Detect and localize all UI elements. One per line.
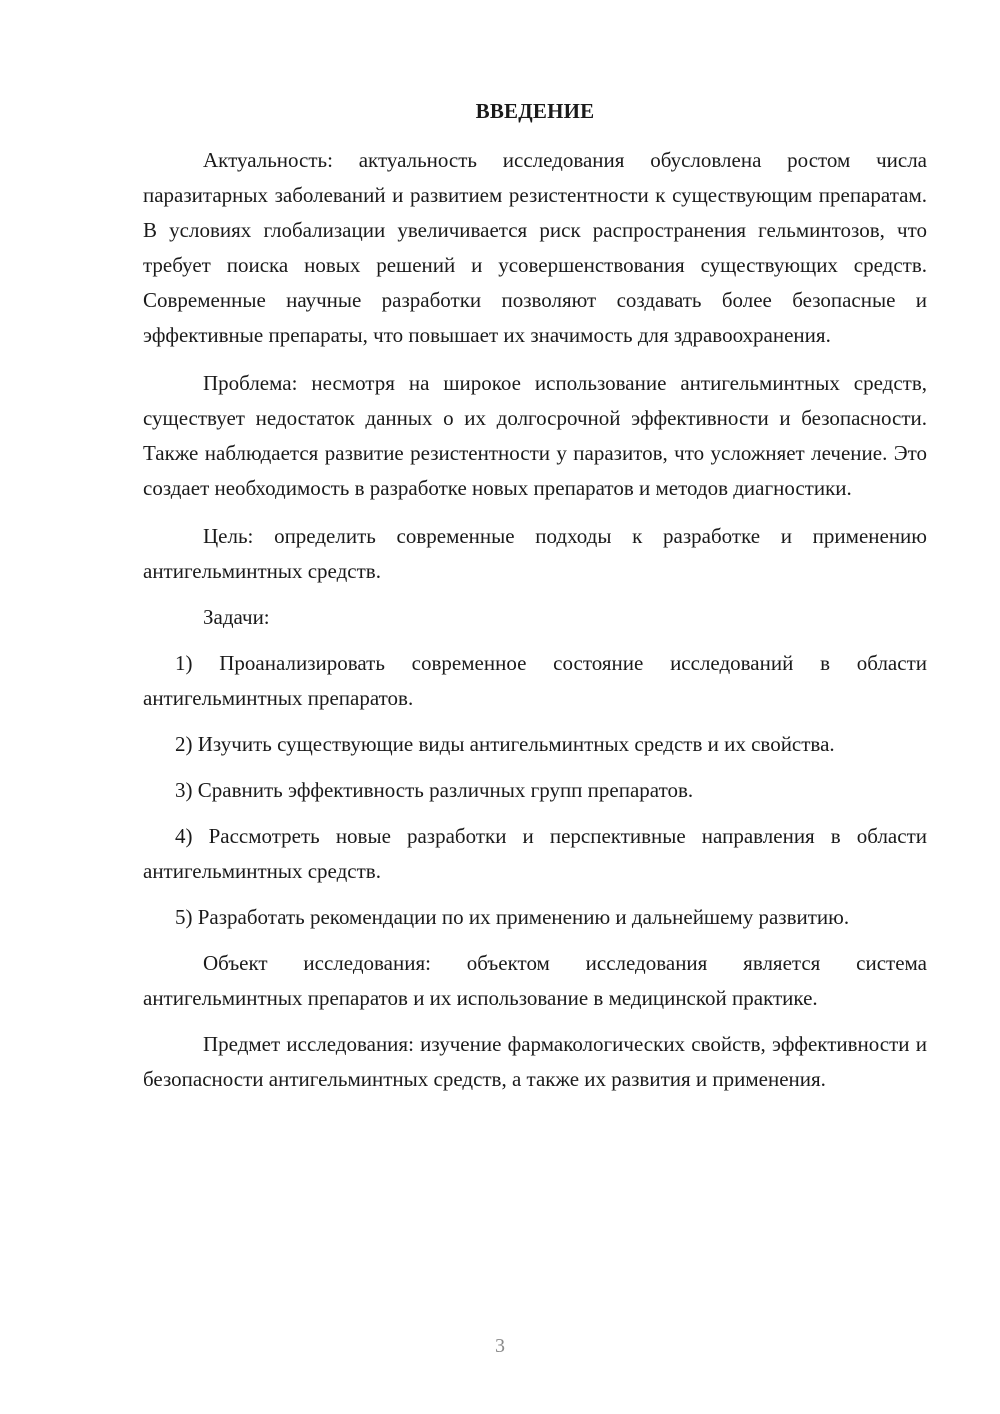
object-paragraph: Объект исследования: объектом исследования является система антигельминтных препаратов и их использование в медицинской практике. (143, 951, 927, 1010)
document-page (143, 95, 927, 1097)
task-item-4: 4) Рассмотреть новые разработки и перспективные направления в области антигельминтных средств. (143, 824, 927, 883)
subject-paragraph: Предмет исследования: изучение фармакологических свойств, эффективности и безопасности антигельминтных средств, а также их развития и применения. (143, 1032, 927, 1091)
relevance-paragraph: Актуальность: актуальность исследования обусловлена ростом числа паразитарных заболеваний и развитием резистентности к существующим препаратам. В условиях глобализации увеличивается риск распространения гельминтозов, что требует поиска новых решений и усовершенствования существующих средств. Современные научные разработки позволяют создавать более безопасные и эффективные препараты, что повышает их значимость для здравоохранения. (143, 148, 927, 347)
problem-paragraph: Проблема: несмотря на широкое использование антигельминтных средств, существует недостаток данных о их долгосрочной эффективности и безопасности. Также наблюдается развитие резистентности у паразитов, что усложняет лечение. Это создает необходимость в разработке новых препаратов и методов диагностики. (143, 371, 927, 500)
page-number: 3 (495, 1335, 505, 1357)
tasks-heading: Задачи: (203, 605, 270, 629)
section-title: ВВЕДЕНИЕ (475, 99, 595, 123)
task-item-5: 5) Разработать рекомендации по их применению и дальнейшему развитию. (175, 905, 850, 929)
task-item-3: 3) Сравнить эффективность различных групп препаратов. (175, 778, 694, 802)
task-item-1: 1) Проанализировать современное состояние исследований в области антигельминтных препаратов. (143, 651, 927, 710)
task-item-2: 2) Изучить существующие виды антигельминтных средств и их свойства. (175, 732, 835, 756)
goal-paragraph: Цель: определить современные подходы к разработке и применению антигельминтных средств. (143, 524, 927, 583)
